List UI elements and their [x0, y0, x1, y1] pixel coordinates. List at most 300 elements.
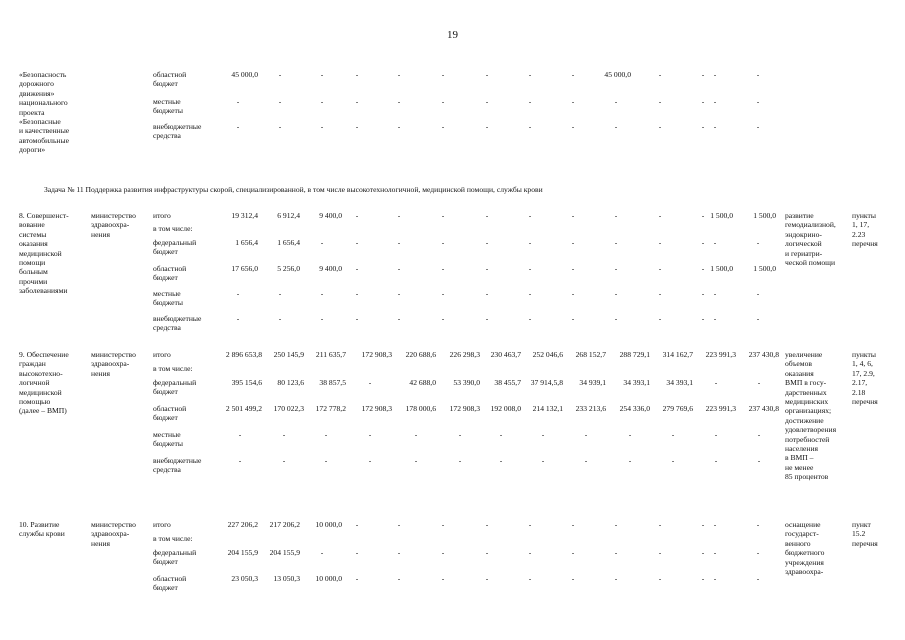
empty-value: -: [756, 97, 760, 106]
funding-value: 230 463,7: [490, 350, 521, 359]
funding-value: 34 939,1: [579, 378, 606, 387]
empty-value: -: [320, 122, 324, 131]
executor-line: министерство: [91, 211, 136, 220]
empty-value: -: [397, 314, 401, 323]
empty-value: -: [458, 456, 462, 465]
empty-value: -: [441, 548, 445, 557]
result-line: не менее: [785, 462, 814, 472]
empty-value: -: [485, 97, 489, 106]
empty-value: -: [671, 456, 675, 465]
empty-value: -: [441, 314, 445, 323]
empty-value: -: [441, 574, 445, 583]
funding-value: 42 688,0: [409, 378, 436, 387]
empty-value: -: [485, 548, 489, 557]
empty-value: -: [701, 289, 705, 298]
empty-value: -: [713, 314, 717, 323]
empty-value: -: [528, 520, 532, 529]
funding-value: 192 008,0: [490, 404, 521, 413]
empty-value: -: [571, 289, 575, 298]
empty-value: -: [756, 238, 760, 247]
empty-value: -: [368, 378, 372, 387]
empty-value: -: [671, 430, 675, 439]
measure-name-line: больным: [19, 267, 48, 277]
empty-value: -: [397, 520, 401, 529]
funding-source-label: бюджеты: [153, 106, 183, 116]
measure-name-line: вование: [19, 220, 45, 230]
funding-source-label: местные: [153, 430, 181, 439]
funding-value: 217 206,2: [269, 520, 300, 529]
empty-value: -: [757, 430, 761, 439]
funding-value: 314 162,7: [662, 350, 693, 359]
funding-value: 1 500,0: [753, 211, 776, 220]
empty-value: -: [355, 548, 359, 557]
measure-name-line: автомобильные: [19, 135, 69, 145]
empty-value: -: [528, 548, 532, 557]
empty-value: -: [713, 70, 717, 79]
empty-value: -: [528, 122, 532, 131]
empty-value: -: [528, 70, 532, 79]
empty-value: -: [441, 122, 445, 131]
funding-value: 227 206,2: [227, 520, 258, 529]
funding-source-label: местные: [153, 97, 181, 106]
empty-value: -: [320, 548, 324, 557]
funding-value: 10 000,0: [315, 574, 342, 583]
empty-value: -: [571, 548, 575, 557]
funding-value: 204 155,9: [227, 548, 258, 557]
result-line: логической: [785, 239, 822, 249]
funding-source-label: федеральный: [153, 548, 197, 557]
empty-value: -: [701, 520, 705, 529]
funding-value: 17 656,0: [231, 264, 258, 273]
measure-name-line: помощью: [19, 397, 51, 406]
measure-name-line: дорожного: [19, 79, 54, 89]
funding-source-label: бюджет: [153, 557, 178, 567]
points-line: пункты: [852, 350, 876, 359]
empty-value: -: [397, 264, 401, 273]
empty-value: -: [499, 456, 503, 465]
funding-value: 254 336,0: [619, 404, 650, 413]
empty-value: -: [713, 97, 717, 106]
empty-value: -: [658, 314, 662, 323]
empty-value: -: [278, 314, 282, 323]
empty-value: -: [658, 548, 662, 557]
empty-value: -: [571, 97, 575, 106]
empty-value: -: [320, 238, 324, 247]
result-line: государст-: [785, 529, 819, 539]
funding-value: 252 046,6: [532, 350, 563, 359]
empty-value: -: [485, 122, 489, 131]
empty-value: -: [441, 70, 445, 79]
measure-name-line: граждан: [19, 359, 46, 369]
funding-value: 1 500,0: [710, 211, 733, 220]
result-line: эндокрино-: [785, 229, 822, 239]
points-line: 2.23: [852, 229, 866, 239]
executor-line: здравоохра-: [91, 529, 130, 539]
points-line: 15.2: [852, 529, 866, 539]
empty-value: -: [528, 211, 532, 220]
empty-value: -: [528, 314, 532, 323]
empty-value: -: [414, 456, 418, 465]
empty-value: -: [355, 122, 359, 131]
empty-value: -: [713, 238, 717, 247]
measure-name-line: «Безопасные: [19, 117, 61, 126]
empty-value: -: [238, 456, 242, 465]
empty-value: -: [571, 520, 575, 529]
empty-value: -: [397, 289, 401, 298]
empty-value: -: [658, 97, 662, 106]
empty-value: -: [658, 520, 662, 529]
result-line: удовлетворения: [785, 425, 837, 435]
empty-value: -: [320, 97, 324, 106]
points-line: 1, 4, 6,: [852, 359, 873, 369]
empty-value: -: [368, 430, 372, 439]
funding-source-label: итого: [153, 211, 171, 220]
funding-source-label: местные: [153, 289, 181, 298]
empty-value: -: [282, 456, 286, 465]
executor-line: здравоохра-: [91, 359, 130, 369]
measure-name-line: и качественные: [19, 126, 70, 136]
empty-value: -: [701, 122, 705, 131]
empty-value: -: [714, 430, 718, 439]
funding-source-label: бюджет: [153, 583, 178, 593]
result-line: ческой помощи: [785, 258, 836, 267]
empty-value: -: [441, 264, 445, 273]
funding-source-label: в том числе:: [153, 364, 193, 373]
empty-value: -: [485, 238, 489, 247]
empty-value: -: [701, 97, 705, 106]
empty-value: -: [757, 378, 761, 387]
funding-value: 237 430,8: [748, 350, 779, 359]
empty-value: -: [278, 70, 282, 79]
measure-name-line: (далее – ВМП): [19, 406, 67, 416]
empty-value: -: [238, 430, 242, 439]
empty-value: -: [713, 574, 717, 583]
empty-value: -: [757, 456, 761, 465]
empty-value: -: [658, 238, 662, 247]
points-line: 1, 17,: [852, 220, 870, 230]
empty-value: -: [282, 430, 286, 439]
measure-name-line: помощи: [19, 258, 46, 267]
funding-source-label: областной: [153, 264, 187, 273]
empty-value: -: [355, 211, 359, 220]
funding-value: 233 213,6: [575, 404, 606, 413]
executor-line: нения: [91, 538, 111, 548]
empty-value: -: [397, 211, 401, 220]
funding-value: 13 050,3: [273, 574, 300, 583]
empty-value: -: [236, 314, 240, 323]
empty-value: -: [355, 264, 359, 273]
empty-value: -: [397, 122, 401, 131]
points-line: перечня: [852, 538, 878, 548]
empty-value: -: [571, 264, 575, 273]
measure-name-line: национального: [19, 98, 68, 108]
empty-value: -: [614, 238, 618, 247]
funding-value: 204 155,9: [269, 548, 300, 557]
points-line: перечня: [852, 397, 878, 406]
empty-value: -: [441, 211, 445, 220]
empty-value: -: [324, 430, 328, 439]
funding-source-label: федеральный: [153, 378, 197, 387]
measure-name-line: проекта: [19, 107, 45, 117]
result-line: венного: [785, 538, 811, 548]
empty-value: -: [628, 430, 632, 439]
empty-value: -: [701, 70, 705, 79]
empty-value: -: [485, 289, 489, 298]
points-line: пункты: [852, 211, 876, 220]
empty-value: -: [320, 314, 324, 323]
empty-value: -: [614, 211, 618, 220]
task-title: Задача № 11 Поддержка развития инфраструктуры скорой, специализированной, в том числе высокотехнологичной, медицинской помощи, службы крови: [44, 185, 543, 194]
empty-value: -: [614, 314, 618, 323]
funding-value: 214 132,1: [532, 404, 563, 413]
funding-value: 172 908,3: [361, 350, 392, 359]
funding-value: 9 400,0: [319, 211, 342, 220]
funding-value: 220 688,6: [405, 350, 436, 359]
empty-value: -: [485, 314, 489, 323]
funding-value: 237 430,8: [748, 404, 779, 413]
empty-value: -: [528, 238, 532, 247]
funding-value: 172 908,3: [361, 404, 392, 413]
empty-value: -: [368, 456, 372, 465]
empty-value: -: [458, 430, 462, 439]
empty-value: -: [441, 289, 445, 298]
funding-source-label: внебюджетные: [153, 314, 202, 323]
empty-value: -: [397, 70, 401, 79]
funding-source-label: бюджеты: [153, 439, 183, 449]
executor-line: нения: [91, 368, 111, 378]
measure-name-line: медицинской: [19, 248, 62, 258]
funding-source-label: областной: [153, 70, 187, 79]
funding-value: 250 145,9: [273, 350, 304, 359]
empty-value: -: [658, 574, 662, 583]
funding-source-label: бюджет: [153, 387, 178, 397]
empty-value: -: [614, 520, 618, 529]
funding-value: 34 393,1: [623, 378, 650, 387]
empty-value: -: [541, 456, 545, 465]
empty-value: -: [756, 314, 760, 323]
measure-name-line: логичной: [19, 378, 50, 388]
funding-source-label: в том числе:: [153, 224, 193, 233]
result-line: 85 процентов: [785, 472, 829, 482]
funding-source-label: средства: [153, 323, 181, 333]
result-line: достижение: [785, 415, 824, 425]
funding-value: 9 400,0: [319, 264, 342, 273]
empty-value: -: [614, 97, 618, 106]
funding-source-label: внебюджетные: [153, 456, 202, 465]
empty-value: -: [658, 122, 662, 131]
funding-value: 38 455,7: [494, 378, 521, 387]
funding-value: 34 393,1: [666, 378, 693, 387]
empty-value: -: [701, 548, 705, 557]
points-line: 2.18: [852, 387, 866, 397]
funding-value: 1 500,0: [710, 264, 733, 273]
funding-value: 1 656,4: [277, 238, 300, 247]
funding-source-label: в том числе:: [153, 534, 193, 543]
empty-value: -: [278, 97, 282, 106]
executor-line: нения: [91, 229, 111, 239]
empty-value: -: [628, 456, 632, 465]
result-line: дарственных: [785, 387, 827, 397]
funding-value: 395 154,6: [231, 378, 262, 387]
funding-value: 6 912,4: [277, 211, 300, 220]
empty-value: -: [541, 430, 545, 439]
points-line: пункт: [852, 520, 871, 529]
funding-value: 23 050,3: [231, 574, 258, 583]
funding-source-label: бюджет: [153, 79, 178, 89]
empty-value: -: [756, 122, 760, 131]
funding-source-label: федеральный: [153, 238, 197, 247]
funding-value: 172 908,3: [449, 404, 480, 413]
empty-value: -: [441, 520, 445, 529]
empty-value: -: [397, 97, 401, 106]
measure-name-line: дороги»: [19, 145, 46, 155]
empty-value: -: [355, 520, 359, 529]
executor-line: здравоохра-: [91, 220, 130, 230]
result-line: учреждения: [785, 557, 824, 567]
result-line: бюджетного: [785, 548, 825, 558]
empty-value: -: [614, 574, 618, 583]
empty-value: -: [658, 289, 662, 298]
result-line: потребностей: [785, 434, 830, 444]
empty-value: -: [713, 520, 717, 529]
empty-value: -: [701, 574, 705, 583]
funding-source-label: бюджет: [153, 413, 178, 423]
result-line: здравоохра-: [785, 567, 824, 576]
empty-value: -: [485, 70, 489, 79]
funding-source-label: бюджеты: [153, 298, 183, 308]
measure-name-line: заболеваниями: [19, 286, 68, 296]
empty-value: -: [756, 289, 760, 298]
empty-value: -: [614, 264, 618, 273]
empty-value: -: [320, 289, 324, 298]
empty-value: -: [614, 289, 618, 298]
executor-line: министерство: [91, 350, 136, 359]
funding-source-label: областной: [153, 574, 187, 583]
empty-value: -: [714, 378, 718, 387]
empty-value: -: [355, 289, 359, 298]
empty-value: -: [713, 122, 717, 131]
empty-value: -: [528, 574, 532, 583]
empty-value: -: [658, 211, 662, 220]
measure-name-line: оказания: [19, 239, 48, 249]
empty-value: -: [397, 574, 401, 583]
funding-value: 19 312,4: [231, 211, 258, 220]
measure-name-line: «Безопасность: [19, 70, 67, 79]
empty-value: -: [528, 97, 532, 106]
empty-value: -: [236, 97, 240, 106]
empty-value: -: [236, 289, 240, 298]
empty-value: -: [658, 70, 662, 79]
empty-value: -: [485, 264, 489, 273]
measure-name-line: службы крови: [19, 529, 65, 539]
funding-value: 178 000,6: [405, 404, 436, 413]
measure-name-line: движения»: [19, 88, 55, 98]
funding-value: 2 896 653,8: [225, 350, 262, 359]
funding-source-label: бюджет: [153, 247, 178, 257]
empty-value: -: [756, 574, 760, 583]
result-line: гемодиализной,: [785, 220, 836, 230]
funding-value: 45 000,0: [604, 70, 631, 79]
empty-value: -: [324, 456, 328, 465]
empty-value: -: [571, 211, 575, 220]
empty-value: -: [397, 548, 401, 557]
empty-value: -: [571, 574, 575, 583]
empty-value: -: [571, 238, 575, 247]
funding-value: 37 914,5,8: [530, 378, 563, 387]
measure-name-line: прочими: [19, 276, 48, 286]
empty-value: -: [499, 430, 503, 439]
funding-source-label: бюджет: [153, 273, 178, 283]
funding-value: 45 000,0: [231, 70, 258, 79]
empty-value: -: [571, 122, 575, 131]
points-line: 2.17,: [852, 378, 868, 388]
empty-value: -: [701, 264, 705, 273]
empty-value: -: [441, 97, 445, 106]
funding-value: 223 991,3: [705, 350, 736, 359]
funding-value: 170 022,3: [273, 404, 304, 413]
empty-value: -: [278, 289, 282, 298]
result-line: медицинских: [785, 397, 829, 406]
funding-value: 2 501 499,2: [225, 404, 262, 413]
funding-source-label: средства: [153, 465, 181, 475]
empty-value: -: [756, 70, 760, 79]
measure-name-line: 10. Развитие: [19, 520, 60, 529]
funding-value: 1 500,0: [753, 264, 776, 273]
empty-value: -: [701, 211, 705, 220]
empty-value: -: [713, 548, 717, 557]
funding-value: 172 778,2: [315, 404, 346, 413]
empty-value: -: [441, 238, 445, 247]
empty-value: -: [701, 238, 705, 247]
funding-value: 211 635,7: [315, 350, 346, 359]
empty-value: -: [485, 520, 489, 529]
funding-value: 223 991,3: [705, 404, 736, 413]
empty-value: -: [320, 70, 324, 79]
empty-value: -: [701, 314, 705, 323]
result-line: увеличение: [785, 350, 823, 359]
empty-value: -: [414, 430, 418, 439]
funding-value: 279 769,6: [662, 404, 693, 413]
empty-value: -: [614, 548, 618, 557]
result-line: и гериатри-: [785, 248, 823, 258]
measure-name-line: 9. Обеспечение: [19, 350, 69, 359]
empty-value: -: [714, 456, 718, 465]
points-line: перечня: [852, 239, 878, 249]
empty-value: -: [584, 456, 588, 465]
result-line: в ВМП –: [785, 453, 814, 463]
empty-value: -: [355, 97, 359, 106]
result-line: объемов: [785, 359, 812, 369]
funding-value: 1 656,4: [235, 238, 258, 247]
measure-name-line: медицинской: [19, 387, 62, 397]
empty-value: -: [485, 211, 489, 220]
points-line: 17, 2.9,: [852, 368, 875, 378]
funding-source-label: средства: [153, 131, 181, 141]
result-line: населения: [785, 444, 819, 453]
funding-value: 288 729,1: [619, 350, 650, 359]
funding-value: 53 390,0: [453, 378, 480, 387]
empty-value: -: [355, 238, 359, 247]
empty-value: -: [355, 314, 359, 323]
funding-source-label: внебюджетные: [153, 122, 202, 131]
empty-value: -: [528, 264, 532, 273]
funding-value: 268 152,7: [575, 350, 606, 359]
funding-source-label: областной: [153, 404, 187, 413]
executor-line: министерство: [91, 520, 136, 529]
empty-value: -: [236, 122, 240, 131]
measure-name-line: высокотехно-: [19, 368, 63, 378]
page-number: 19: [447, 29, 458, 41]
